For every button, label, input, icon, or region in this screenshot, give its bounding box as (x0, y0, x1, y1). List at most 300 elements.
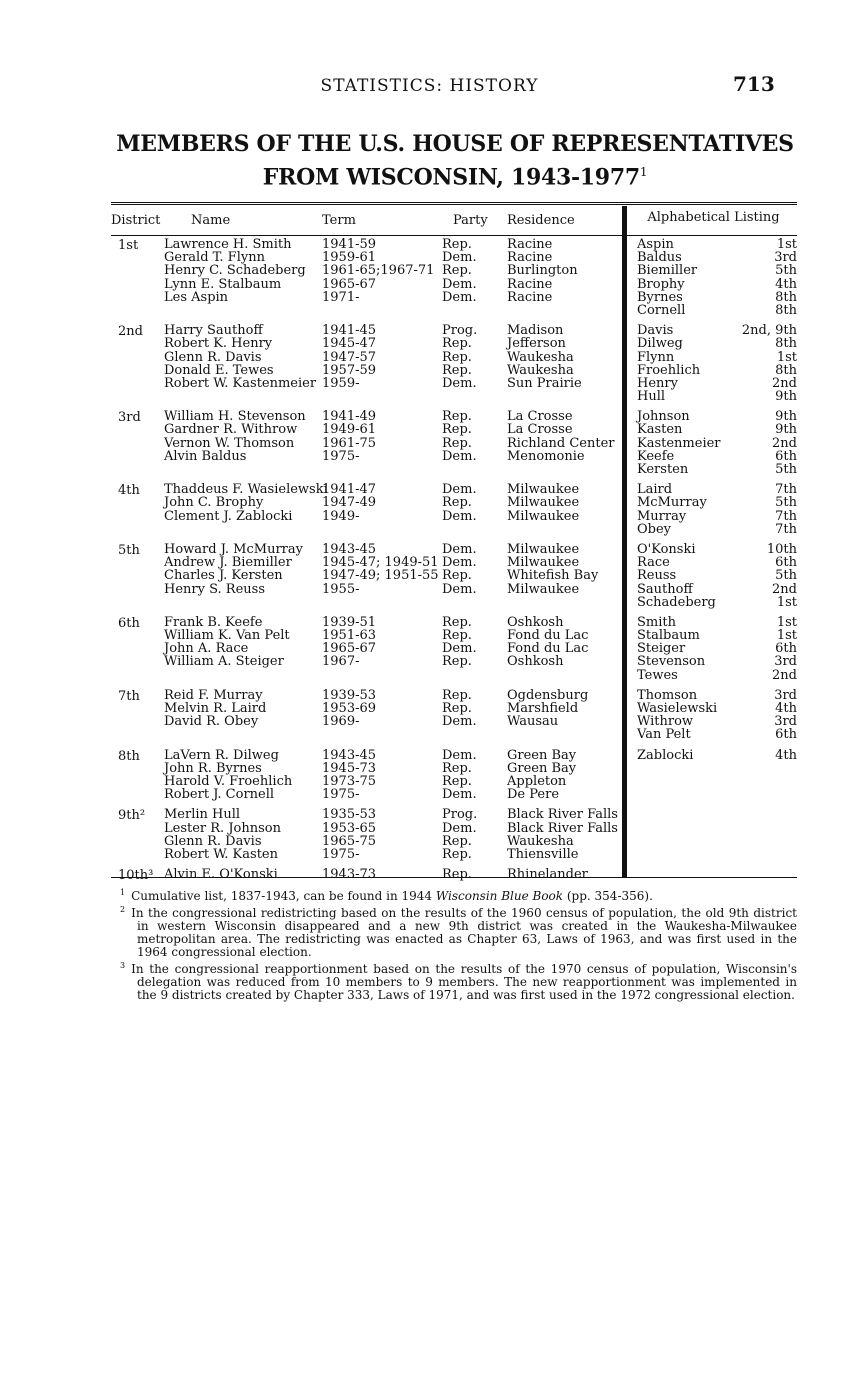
member-party: Rep. (442, 701, 472, 716)
member-party: Prog. (442, 807, 478, 823)
alpha-district: 1st (776, 594, 797, 610)
alpha-district: 3rd (774, 687, 797, 703)
member-residence: Marshfield (507, 701, 579, 716)
alpha-district: 4th (775, 701, 797, 716)
table-row (111, 264, 621, 277)
district-label: 2nd (118, 324, 143, 340)
member-term: 1941-47 (322, 482, 377, 498)
list-item (637, 423, 797, 436)
bottom-rule (111, 877, 797, 878)
header-term: Term (322, 213, 356, 228)
member-name: John C. Brophy (164, 495, 264, 511)
alpha-district: 6th (775, 555, 797, 571)
footnote-italic: Wisconsin Blue Book (435, 889, 564, 903)
member-residence: Jefferson (507, 336, 566, 352)
member-residence: Sun Prairie (507, 375, 582, 391)
member-term: 1965-67 (322, 641, 377, 657)
list-item (637, 596, 797, 609)
member-term: 1957-59 (322, 362, 377, 378)
table-row (111, 291, 621, 304)
member-party: Rep. (442, 422, 472, 438)
member-party: Dem. (442, 276, 477, 292)
alpha-district: 5th (775, 495, 797, 511)
member-term: 1947-57 (322, 349, 377, 365)
table-row (111, 463, 621, 476)
district-group (111, 616, 621, 682)
list-item (637, 728, 797, 741)
alpha-name: Dilweg (637, 336, 683, 352)
member-term: 1975- (322, 787, 360, 803)
alpha-name: Hull (637, 389, 666, 405)
table-row (111, 669, 621, 682)
member-name: Andrew J. Biemiller (164, 555, 292, 571)
footnote-text: In the congressional reapportionment based on the results of the 1970 census of population, Wisconsin's delegation was reduced from 10 members to 9 members. The new reapportionment was implemented in the 9 districts created by Chapter 333, Laws of 1971, and was first used in the 1972 congressional election. (131, 962, 797, 1002)
member-name: Merlin Hull (164, 807, 241, 823)
alpha-name: McMurray (637, 495, 707, 511)
member-name: Henry S. Reuss (164, 581, 265, 597)
alpha-name: Murray (637, 508, 687, 524)
member-term: 1965-75 (322, 833, 377, 849)
alpha-district: 2nd (772, 375, 797, 391)
member-party: Rep. (442, 614, 472, 630)
member-party: Dem. (442, 448, 477, 464)
group-gap (637, 762, 797, 769)
table-row (111, 788, 621, 801)
member-residence: Thiensville (507, 846, 579, 862)
alpha-district: 2nd (772, 581, 797, 597)
member-residence: Milwaukee (507, 508, 580, 524)
member-party: Dem. (442, 581, 477, 597)
member-name: William H. Stevenson (164, 409, 306, 425)
district-label: 5th (118, 542, 140, 558)
district-group (111, 867, 621, 884)
alpha-district: 4th (775, 747, 797, 763)
table-row (111, 596, 621, 609)
member-name: Reid F. Murray (164, 687, 263, 703)
alpha-name: Flynn (637, 349, 675, 365)
table-row (111, 523, 621, 536)
alpha-district: 10th (766, 541, 797, 557)
member-term: 1939-51 (322, 614, 377, 630)
footnote-mark: 3 (120, 961, 126, 970)
alpha-name: Kastenmeier (637, 435, 721, 451)
alpha-name: Thomson (637, 687, 698, 703)
member-party: Dem. (442, 555, 477, 571)
member-term: 1975- (322, 448, 360, 464)
footnotes (111, 886, 797, 1002)
alpha-district: 1st (776, 349, 797, 365)
member-term: 1973-75 (322, 773, 377, 789)
member-name: Howard J. McMurray (164, 541, 303, 557)
member-party: Rep. (442, 654, 472, 670)
member-name: Melvin R. Laird (164, 701, 267, 716)
alphabetical-listing (637, 238, 797, 769)
alpha-name: Johnson (637, 409, 690, 425)
alpha-name: Froehlich (637, 362, 701, 378)
district-group (111, 689, 621, 742)
member-residence: La Crosse (507, 409, 573, 425)
member-name: Glenn R. Davis (164, 833, 262, 849)
member-party: Rep. (442, 773, 472, 789)
list-item (637, 583, 797, 596)
footnote-text: Cumulative list, 1837-1943, can be found in 1944 (131, 889, 436, 903)
member-residence: Racine (507, 276, 553, 292)
member-party: Dem. (442, 747, 477, 763)
member-name: Robert W. Kasten (164, 846, 278, 862)
footnote-mark: 1 (120, 888, 126, 897)
member-term: 1947-49 (322, 495, 377, 511)
header-rule (111, 235, 797, 236)
member-residence: Appleton (507, 773, 567, 789)
member-name: John A. Race (164, 641, 249, 657)
member-term: 1965-67 (322, 276, 377, 292)
footnote-mark: 2 (120, 905, 126, 914)
member-party: Rep. (442, 867, 472, 883)
district-group (111, 808, 621, 861)
member-party: Rep. (442, 263, 472, 279)
member-term: 1939-53 (322, 687, 377, 703)
member-residence: Ogdensburg (507, 687, 589, 703)
alpha-name: Kersten (637, 462, 689, 477)
member-name: Robert W. Kastenmeier (164, 375, 317, 391)
member-party: Dem. (442, 641, 477, 657)
footnote (111, 886, 797, 903)
members-table (111, 238, 621, 888)
running-head: STATISTICS: HISTORY (320, 76, 539, 96)
member-residence: Milwaukee (507, 555, 580, 571)
alpha-district: 3rd (774, 250, 797, 266)
list-item (637, 390, 797, 403)
alpha-district: 8th (775, 362, 797, 378)
district-group (111, 238, 621, 317)
member-residence: Fond du Lac (507, 628, 589, 644)
member-term: 1943-73 (322, 867, 377, 883)
member-term: 1959-61 (322, 250, 377, 266)
member-party: Rep. (442, 409, 472, 425)
member-name: Harry Sauthoff (164, 323, 263, 339)
alpha-district: 8th (775, 302, 797, 318)
alpha-district: 9th (775, 389, 797, 405)
table-row (111, 304, 621, 317)
member-residence: Burlington (507, 263, 578, 279)
alpha-district: 8th (775, 289, 797, 305)
header-residence: Residence (507, 213, 575, 228)
alpha-name: Henry (637, 375, 678, 391)
member-residence: Oshkosh (507, 654, 564, 670)
table-row (111, 715, 621, 728)
alpha-district: 1st (776, 237, 797, 252)
member-term: 1953-69 (322, 701, 377, 716)
member-residence: Racine (507, 289, 553, 305)
list-item (637, 364, 797, 377)
table-row (111, 510, 621, 523)
member-name: Charles J. Kersten (164, 568, 283, 584)
member-term: 1971- (322, 289, 360, 305)
member-party: Dem. (442, 482, 477, 498)
table-row (111, 377, 621, 390)
member-name: Gardner R. Withrow (164, 422, 298, 438)
alpha-name: Reuss (637, 568, 677, 584)
alpha-name: Sauthoff (637, 581, 693, 597)
member-residence: La Crosse (507, 422, 573, 438)
member-term: 1955- (322, 581, 360, 597)
title-line-1: MEMBERS OF THE U.S. HOUSE OF REPRESENTATIVES (116, 131, 794, 157)
table-row (111, 423, 621, 436)
member-term: 1949-61 (322, 422, 377, 438)
alpha-name: O'Konski (637, 541, 696, 557)
district-label: 4th (118, 483, 140, 499)
alpha-district: 1st (776, 628, 797, 644)
member-party: Rep. (442, 435, 472, 451)
header-alpha: Alphabetical Listing (647, 210, 780, 225)
member-party: Rep. (442, 760, 472, 776)
district-label: 6th (118, 615, 140, 631)
list-item (637, 523, 797, 536)
alpha-name: Biemiller (637, 263, 698, 279)
table-row (111, 749, 621, 762)
member-party: Rep. (442, 628, 472, 644)
member-name: Lynn E. Stalbaum (164, 276, 282, 292)
member-name: Gerald T. Flynn (164, 250, 265, 266)
alpha-name: Stalbaum (637, 628, 700, 644)
list-item (637, 749, 797, 762)
member-term: 1945-47; 1949-51 (322, 555, 439, 571)
member-name: William A. Steiger (164, 654, 284, 670)
header-party: Party (453, 213, 488, 228)
table-row (111, 364, 621, 377)
alpha-district: 2nd, 9th (741, 323, 797, 339)
footnote (111, 903, 797, 959)
member-name: Clement J. Zablocki (164, 508, 293, 524)
district-group (111, 543, 621, 609)
header-name: Name (191, 213, 231, 228)
alpha-name: Stevenson (637, 654, 706, 670)
member-term: 1943-45 (322, 747, 377, 763)
member-residence: Waukesha (507, 833, 574, 849)
member-residence: Oshkosh (507, 614, 564, 630)
alpha-name: Keefe (637, 448, 675, 464)
page-number: 713 (733, 72, 775, 96)
title-line-2 (110, 158, 800, 191)
table-row (111, 762, 621, 775)
table-row (111, 496, 621, 509)
alpha-name: Smith (637, 614, 676, 630)
alpha-district: 9th (775, 422, 797, 438)
alpha-district: 4th (775, 276, 797, 292)
member-term: 1943-45 (322, 541, 377, 557)
list-item (637, 669, 797, 682)
member-name: Alvin Baldus (164, 448, 247, 464)
table-row (111, 437, 621, 450)
member-party: Dem. (442, 820, 477, 836)
table-row (111, 278, 621, 291)
table-row (111, 822, 621, 835)
member-party: Dem. (442, 508, 477, 524)
list-item (637, 278, 797, 291)
member-party: Dem. (442, 289, 477, 305)
member-residence: Black River Falls (507, 820, 618, 836)
member-term: 1961-65;1967-71 (322, 263, 435, 279)
district-group (111, 749, 621, 802)
member-name: Donald E. Tewes (164, 362, 274, 378)
alpha-district: 5th (775, 263, 797, 279)
alpha-district: 1st (776, 614, 797, 630)
alpha-name: Obey (637, 521, 672, 537)
member-term: 1941-59 (322, 237, 377, 252)
member-name: Les Aspin (164, 289, 229, 305)
list-item (637, 437, 797, 450)
list-item (637, 569, 797, 582)
member-residence: Rhinelander (507, 867, 588, 883)
member-term: 1947-49; 1951-55 (322, 568, 439, 584)
member-party: Rep. (442, 568, 472, 584)
footnote-text: In the congressional redistricting based on the results of the 1960 census of population, the old 9th district in western Wisconsin disappeared and a new 9th district was created in the Waukesha-Milwaukee metropolitan area. The redistricting was enacted as Chapter 63, Laws of 1963, and was first used in the 1964 congressional election. (131, 906, 797, 959)
alpha-district: 5th (775, 568, 797, 584)
alpha-district: 5th (775, 462, 797, 477)
member-name: Robert K. Henry (164, 336, 273, 352)
member-term: 1951-63 (322, 628, 377, 644)
footnote-text-end: (pp. 354-356). (563, 889, 653, 903)
member-term: 1949- (322, 508, 360, 524)
alpha-name: Withrow (637, 714, 694, 730)
alpha-district: 3rd (774, 714, 797, 730)
member-term: 1941-49 (322, 409, 377, 425)
list-item (637, 510, 797, 523)
district-group (111, 324, 621, 403)
alpha-district: 7th (775, 508, 797, 524)
member-term: 1961-75 (322, 435, 377, 451)
member-residence: Racine (507, 250, 553, 266)
member-name: Lester R. Johnson (164, 820, 281, 836)
member-party: Rep. (442, 237, 472, 252)
member-residence: Green Bay (507, 760, 577, 776)
member-party: Rep. (442, 833, 472, 849)
member-name: Vernon W. Thomson (164, 435, 295, 451)
header-district: District (111, 213, 161, 228)
member-residence: Menomonie (507, 448, 585, 464)
alpha-name: Davis (637, 323, 674, 339)
alpha-district: 9th (775, 409, 797, 425)
table-row (111, 583, 621, 596)
member-party: Dem. (442, 250, 477, 266)
member-residence: Whitefish Bay (507, 568, 599, 584)
member-party: Rep. (442, 349, 472, 365)
member-name: Glenn R. Davis (164, 349, 262, 365)
member-name: Thaddeus F. Wasielewski (164, 482, 328, 498)
district-label: 3rd (118, 410, 141, 426)
member-term: 1959- (322, 375, 360, 391)
footnote (111, 959, 797, 1002)
alpha-district: 2nd (772, 667, 797, 683)
title-footnote-mark: 1 (639, 165, 648, 179)
member-residence: Madison (507, 323, 564, 339)
member-residence: Green Bay (507, 747, 577, 763)
table-row (111, 569, 621, 582)
table-row (111, 728, 621, 741)
member-term: 1941-45 (322, 323, 377, 339)
alpha-name: Tewes (637, 667, 678, 683)
member-term: 1953-65 (322, 820, 377, 836)
district-group (111, 483, 621, 536)
district-label: 1st (118, 238, 139, 253)
list-item (637, 264, 797, 277)
alpha-name: Wasielewski (637, 701, 718, 716)
member-residence: De Pere (507, 787, 560, 803)
member-residence: Waukesha (507, 362, 574, 378)
district-label: 7th (118, 688, 140, 704)
alpha-name: Byrnes (637, 289, 683, 305)
member-party: Dem. (442, 787, 477, 803)
member-name: Lawrence H. Smith (164, 237, 292, 252)
alpha-name: Schadeberg (637, 594, 716, 610)
member-term: 1969- (322, 714, 360, 730)
alpha-district: 2nd (772, 435, 797, 451)
member-party: Dem. (442, 375, 477, 391)
alpha-district: 7th (775, 482, 797, 498)
table-row (111, 390, 621, 403)
alpha-district: 6th (775, 448, 797, 464)
member-residence: Richland Center (507, 435, 615, 451)
district-label: 10th³ (118, 868, 154, 884)
member-residence: Milwaukee (507, 495, 580, 511)
district-label: 8th (118, 748, 140, 764)
member-name: David R. Obey (164, 714, 259, 730)
member-residence: Wausau (507, 714, 559, 730)
list-item (637, 463, 797, 476)
member-party: Rep. (442, 336, 472, 352)
table-row (111, 655, 621, 668)
alpha-name: Cornell (637, 302, 686, 318)
member-party: Dem. (442, 714, 477, 730)
alpha-district: 3rd (774, 654, 797, 670)
member-term: 1975- (322, 846, 360, 862)
alpha-district: 8th (775, 336, 797, 352)
member-name: William K. Van Pelt (164, 628, 290, 644)
table-row (111, 450, 621, 463)
table-row (111, 807, 621, 824)
list-item (637, 351, 797, 364)
list-item (637, 337, 797, 350)
table-row (111, 337, 621, 350)
table-row (111, 867, 621, 884)
alpha-name: Zablocki (637, 747, 694, 763)
table-row (111, 351, 621, 364)
member-residence: Waukesha (507, 349, 574, 365)
member-residence: Black River Falls (507, 807, 618, 823)
list-item (637, 291, 797, 304)
alpha-name: Kasten (637, 422, 683, 438)
page-title (110, 130, 800, 191)
member-term: 1945-73 (322, 760, 377, 776)
member-residence: Milwaukee (507, 581, 580, 597)
alpha-district: 7th (775, 521, 797, 537)
title-line-2-text: FROM WISCONSIN, 1943-1977 (262, 164, 640, 191)
member-residence: Fond du Lac (507, 641, 589, 657)
member-term: 1967- (322, 654, 360, 670)
member-name: Henry C. Schadeberg (164, 263, 306, 279)
alpha-name: Baldus (637, 250, 682, 266)
member-party: Rep. (442, 362, 472, 378)
member-name: Robert J. Cornell (164, 787, 275, 803)
column-divider (622, 206, 627, 878)
alpha-name: Brophy (637, 276, 685, 292)
alpha-name: Race (637, 555, 670, 571)
member-residence: Racine (507, 237, 553, 252)
member-party: Rep. (442, 495, 472, 511)
list-item (637, 655, 797, 668)
alpha-name: Steiger (637, 641, 686, 657)
member-term: 1945-47 (322, 336, 377, 352)
